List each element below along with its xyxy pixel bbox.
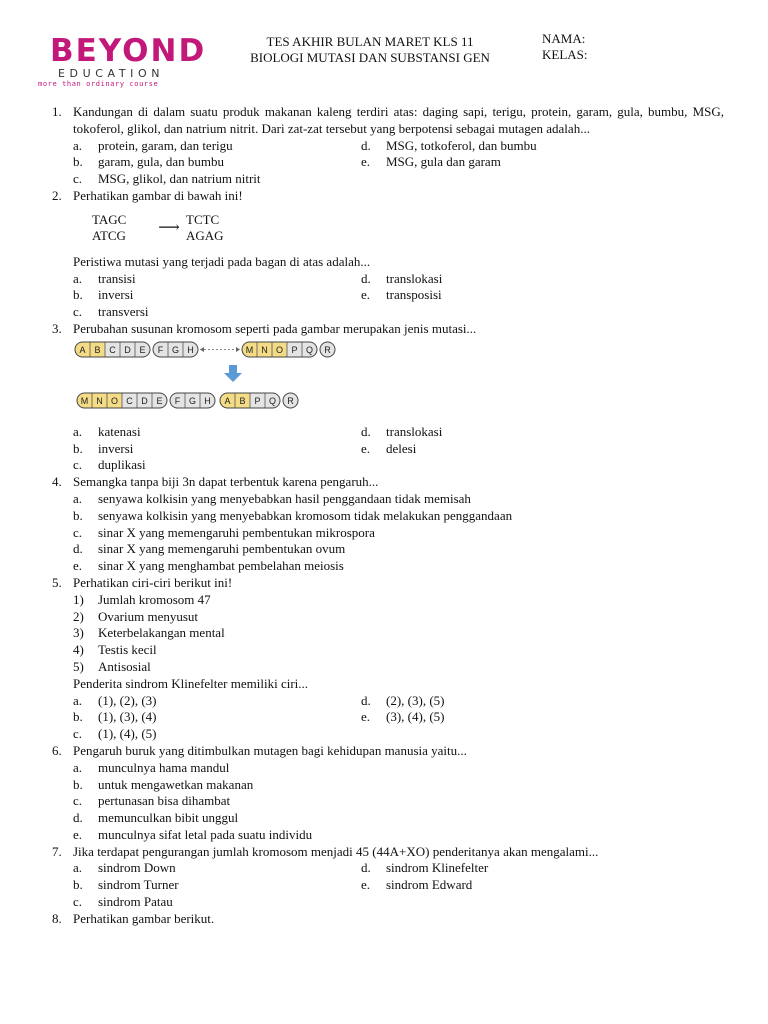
option-b[interactable]: b. inversi [73,440,134,456]
question-text: Perubahan susunan kromosom seperti pada gambar merupakan jenis mutasi... [73,320,477,336]
test-title-line2: BIOLOGI MUTASI DAN SUBSTANSI GEN [250,50,490,65]
question-3-options [73,424,724,474]
option-a[interactable]: a. munculnya hama mandul [73,759,230,775]
gene-label: Q [268,395,277,406]
option-d[interactable]: d. MSG, totkoferol, dan bumbu [361,137,537,153]
option-c[interactable]: c. (1), (4), (5) [73,726,157,742]
gene-label: M [80,395,89,406]
dna-right-top: TCTC [186,211,220,227]
top-segment-abcde [75,342,150,357]
option-a[interactable]: a. protein, garam, dan terigu [73,137,233,153]
characteristics-list [73,592,724,676]
question-followup: Penderita sindrom Klinefelter memiliki ciri... [73,675,309,691]
question-text: Jika terdapat pengurangan jumlah kromosom menjadi 45 (44A+XO) penderitanya akan mengalami... [73,843,599,859]
logo-tagline: more than ordinary course [38,80,159,88]
question-4 [52,474,724,491]
option-a[interactable]: a. (1), (2), (3) [73,692,157,708]
question-number: 1. [52,104,62,119]
option-b[interactable]: b. senyawa kolkisin yang menyebabkan kromosom tidak melakukan penggandaan [73,507,513,523]
dna-left-top: TAGC [92,211,127,227]
gene-label: R [324,344,331,355]
bottom-segment-r [283,393,298,408]
gene-label: P [291,344,298,355]
list-item: 1) Jumlah kromosom 47 [73,591,211,607]
kelas-label: KELAS: [542,47,588,62]
question-text: Perhatikan gambar berikut. [73,910,215,926]
bottom-segment-fgh [170,393,215,408]
question-number: 6. [52,742,62,758]
question-3 [52,321,724,338]
question-number: 7. [52,843,62,859]
option-e[interactable]: e. delesi [361,440,417,456]
arrow-right-icon [236,347,240,352]
option-c[interactable]: c. MSG, glikol, dan natrium nitrit [73,171,261,187]
question-2 [52,188,724,205]
gene-label: D [124,344,131,355]
question-text: Semangka tanpa biji 3n dapat terbentuk karena pengaruh... [73,474,379,490]
test-title-line1: TES AKHIR BULAN MARET KLS 11 [266,34,474,49]
question-number: 2. [52,187,62,203]
option-b[interactable]: b. garam, gula, dan bumbu [73,154,224,170]
arrow-right-icon: ⟶ [158,219,180,236]
question-5 [52,575,724,592]
down-arrow-icon [224,365,242,382]
chromosome-svg [73,340,368,420]
arrow-left-icon [200,347,204,352]
logo-sub: EDUCATION [58,67,165,80]
option-c[interactable]: c. transversi [73,304,149,320]
option-e[interactable]: e. sinar X yang menghambat pembelahan meiosis [73,558,344,574]
question-number: 5. [52,574,62,590]
logo-word: BEYOND [50,33,207,69]
question-text: Kandungan di dalam suatu produk makanan kaleng terdiri atas: daging sapi, terigu, protein, garam, gula, bumbu, MSG, tokoferol, glikol, dan natrium nitrit. Dari zat-zat tersebut yang berpotensi sebagai mutagen adalah... [73,104,724,136]
option-e[interactable]: e. munculnya sifat letal pada suatu individu [73,826,313,842]
question-list [52,104,724,928]
list-item: 2) Ovarium menyusut [73,608,199,624]
top-segment-mnopq [242,342,317,357]
gene-label: C [126,395,133,406]
option-c[interactable]: c. duplikasi [73,457,146,473]
gene-label: C [109,344,116,355]
option-c[interactable]: c. sindrom Patau [73,894,173,910]
question-text: Perhatikan ciri-ciri berikut ini! [73,574,233,590]
question-1-options [73,138,724,188]
option-c[interactable]: c. pertunasan bisa dihambat [73,793,231,809]
gene-label: D [141,395,148,406]
top-segment-r [320,342,335,357]
question-number: 4. [52,474,62,490]
question-7-options [73,860,724,910]
question-number: 8. [52,910,62,926]
option-e[interactable]: e. sindrom Edward [361,877,473,893]
question-number: 3. [52,320,62,336]
gene-label: F [174,395,181,406]
gene-label: H [204,395,211,406]
gene-label: N [96,395,103,406]
gene-label: O [110,395,119,406]
option-b[interactable]: b. inversi [73,287,134,303]
gene-label: N [261,344,268,355]
option-a[interactable]: a. sindrom Down [73,860,176,876]
dna-right-bottom: AGAG [186,227,224,243]
option-d[interactable]: d. (2), (3), (5) [361,692,445,708]
option-c[interactable]: c. sinar X yang memengaruhi pembentukan mikrospora [73,524,375,540]
gene-label: G [188,395,197,406]
gene-label: Q [305,344,314,355]
question-6-options [73,760,724,844]
test-title [210,34,530,66]
option-b[interactable]: b. sindrom Turner [73,877,179,893]
gene-label: F [157,344,164,355]
question-6 [52,743,724,760]
question-followup: Peristiwa mutasi yang terjadi pada bagan di atas adalah... [73,253,371,269]
option-d[interactable]: d. translokasi [361,423,443,439]
gene-label: B [94,344,101,355]
option-d[interactable]: d. memunculkan bibit unggul [73,810,239,826]
chromosome-diagram [73,340,368,420]
option-e[interactable]: e. MSG, gula dan garam [361,154,501,170]
option-e[interactable]: e. transposisi [361,287,442,303]
gene-label: M [245,344,254,355]
gene-label: E [139,344,146,355]
option-d[interactable]: d. translokasi [361,270,443,286]
list-item: 3) Keterbelakangan mental [73,625,225,641]
gene-label: A [224,395,231,406]
question-8 [52,911,724,928]
logo [38,33,207,88]
gene-label: B [239,395,246,406]
gene-label: O [275,344,284,355]
option-b[interactable]: b. (1), (3), (4) [73,709,157,725]
option-b[interactable]: b. untuk mengawetkan makanan [73,776,254,792]
option-d[interactable]: d. sindrom Klinefelter [361,860,489,876]
student-info [542,31,588,63]
gene-label: H [187,344,194,355]
nama-label: NAMA: [542,31,586,46]
question-text: Pengaruh buruk yang ditimbulkan mutagen bagi kehidupan manusia yaitu... [73,742,467,758]
list-item: 5) Antisosial [73,658,151,674]
option-a[interactable]: a. senyawa kolkisin yang menyebabkan hasil penggandaan tidak memisah [73,490,471,506]
dna-left-bottom: ATCG [92,227,126,243]
option-a[interactable]: a. transisi [73,270,136,286]
question-5-options [73,693,724,743]
gene-label: P [254,395,261,406]
bottom-segment-abpq [220,393,280,408]
option-e[interactable]: e. (3), (4), (5) [361,709,445,725]
gene-label: E [156,395,163,406]
gene-label: G [171,344,180,355]
question-4-options [73,491,724,575]
question-1 [52,104,724,138]
list-item: 4) Testis kecil [73,642,157,658]
question-2-options [73,271,724,321]
question-7 [52,844,724,861]
gene-label: A [79,344,86,355]
question-text: Perhatikan gambar di bawah ini! [73,187,243,203]
gene-label: R [287,395,294,406]
dna-diagram [92,212,724,244]
option-a[interactable]: a. katenasi [73,423,141,439]
bottom-segment-mnocde [77,393,167,408]
top-segment-fgh [153,342,198,357]
option-d[interactable]: d. sinar X yang memengaruhi pembentukan ovum [73,541,346,557]
